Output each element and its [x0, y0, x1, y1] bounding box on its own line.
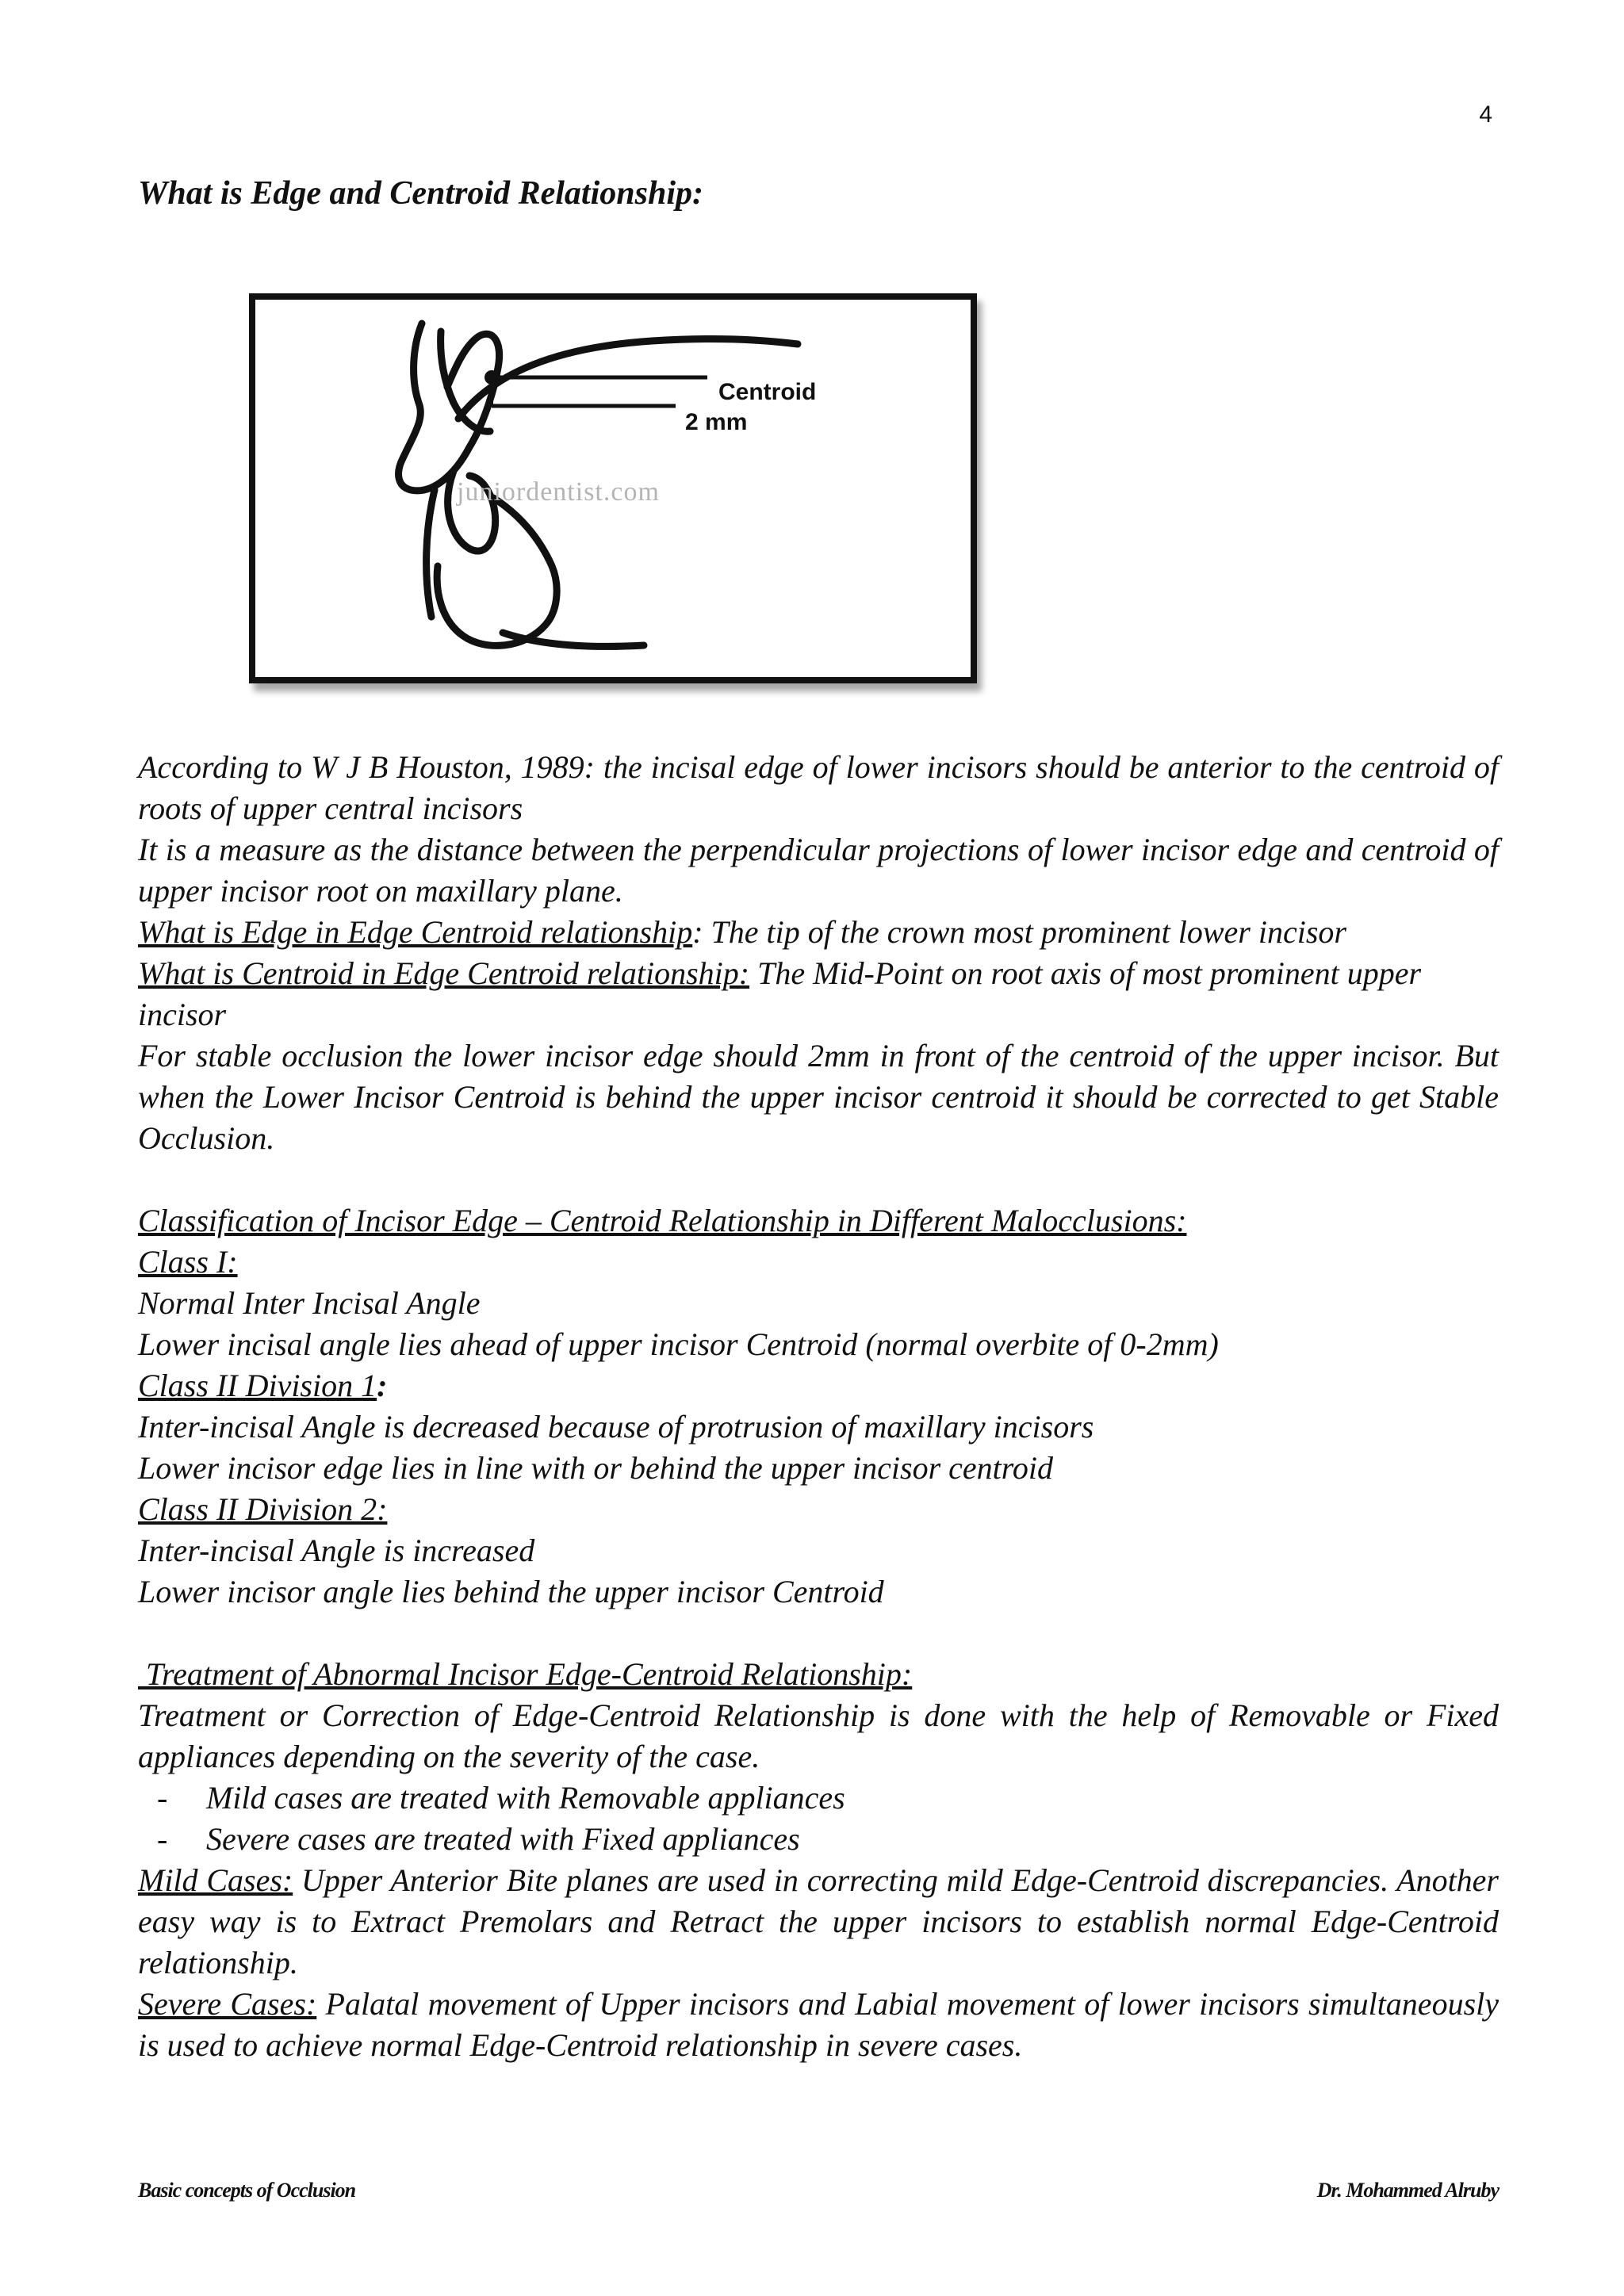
class2d2-line: Lower incisor angle lies behind the upper incisor Centroid	[138, 1574, 884, 1609]
bullet-text: Mild cases are treated with Removable appliances	[206, 1780, 845, 1816]
paragraph-stable: For stable occlusion the lower incisor edge should 2mm in front of the centroid of the upper incisor. But when the Lower Incisor Centroid is behind the upper incisor centroid it should be corrected to get Stable Occlusion.	[138, 1038, 1499, 1156]
severe-text: Palatal movement of Upper incisors and Labial movement of lower incisors simultaneously is used to achieve normal Edge-Centroid relationship in severe cases.	[138, 1986, 1499, 2063]
watermark-text: juniordentist.com	[457, 477, 660, 507]
page-number: 4	[1479, 101, 1492, 128]
paragraph-edge	[138, 912, 1499, 953]
paragraph-centroid	[138, 953, 1499, 1035]
class2d1-heading-row	[138, 1365, 1499, 1406]
class2d1-line: Inter-incisal Angle is decreased because of protrusion of maxillary incisors	[138, 1409, 1094, 1445]
edge-centroid-figure	[249, 293, 977, 683]
class2d1-heading: Class II Division 1	[138, 1368, 377, 1403]
class2d2-heading: Class II Division 2:	[138, 1491, 388, 1527]
bullet-marker: -	[157, 1780, 168, 1816]
lower-root-line	[503, 633, 644, 646]
class1-heading: Class I:	[138, 1244, 238, 1280]
classification-heading: Classification of Incisor Edge – Centroid Relationship in Different Malocclusions:	[138, 1203, 1187, 1238]
class2d1-line: Lower incisor edge lies in line with or behind the upper incisor centroid	[138, 1450, 1053, 1486]
centroid-text: The Mid-Point on root axis of most prominent upper incisor	[138, 955, 1422, 1032]
centroid-heading: What is Centroid in Edge Centroid relationship:	[138, 955, 750, 991]
severe-heading: Severe Cases:	[138, 1986, 317, 2022]
class2d2-line: Inter-incisal Angle is increased	[138, 1533, 535, 1568]
treatment-heading: Treatment of Abnormal Incisor Edge-Centroid Relationship:	[138, 1656, 913, 1692]
paragraph-mild	[138, 1860, 1499, 1984]
treatment-intro: Treatment or Correction of Edge-Centroid Relationship is done with the help of Removable or Fixed appliances depending on the severity of the case.	[138, 1697, 1499, 1774]
class1-line: Normal Inter Incisal Angle	[138, 1285, 481, 1321]
footer-left: Basic concepts of Occlusion	[138, 2179, 356, 2202]
class2d1-colon: :	[377, 1368, 388, 1403]
footer-right: Dr. Mohammed Alruby	[1316, 2179, 1499, 2202]
class1-line: Lower incisal angle lies ahead of upper incisor Centroid (normal overbite of 0-2mm)	[138, 1326, 1219, 1362]
centroid-label: Centroid	[718, 379, 817, 405]
mild-text: Upper Anterior Bite planes are used in correcting mild Edge-Centroid discrepancies. Another easy way is to Extract Premolars and Retract the upper incisors to establish normal Edge-Centroid relationship.	[138, 1862, 1500, 1980]
bullet-text: Severe cases are treated with Fixed appliances	[206, 1821, 800, 1857]
list-item	[138, 1819, 1499, 1860]
page-title: What is Edge and Centroid Relationship:	[138, 175, 703, 212]
body-text	[138, 747, 1499, 2066]
lingual-outline	[427, 490, 435, 617]
edge-text: : The tip of the crown most prominent lower incisor	[692, 914, 1346, 950]
paragraph-severe	[138, 1984, 1499, 2066]
paragraph-measure: It is a measure as the distance between the perpendicular projections of lower incisor edge and centroid of upper incisor root on maxillary plane.	[138, 832, 1499, 909]
bullet-marker: -	[157, 1821, 168, 1857]
paragraph-houston: According to W J B Houston, 1989: the incisal edge of lower incisors should be anterior to the centroid of roots of upper central incisors	[138, 749, 1499, 826]
edge-heading: What is Edge in Edge Centroid relationship	[138, 914, 693, 950]
mild-heading: Mild Cases:	[138, 1862, 293, 1898]
two-mm-label: 2 mm	[685, 409, 748, 435]
list-item	[138, 1777, 1499, 1819]
upper-incisor-outline	[399, 323, 500, 491]
